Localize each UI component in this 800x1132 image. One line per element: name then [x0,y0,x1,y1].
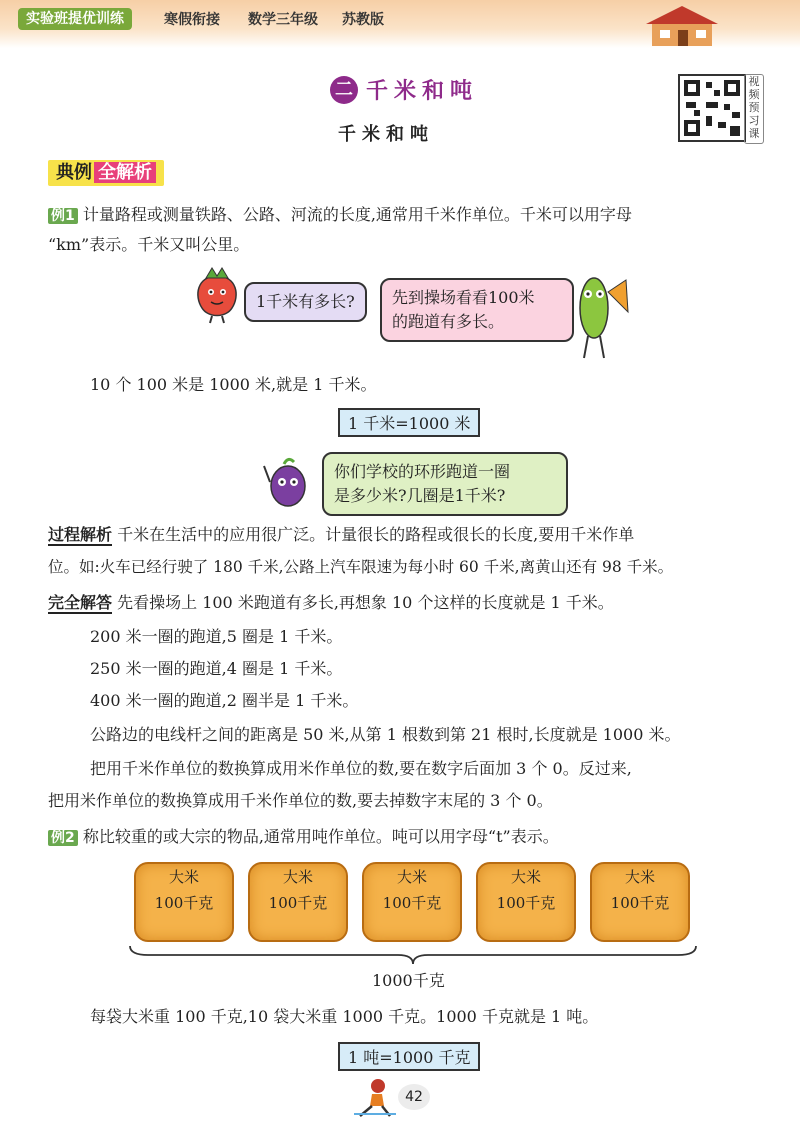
rice-bag: 大米 100千克 [134,862,234,942]
brace-icon [128,944,698,966]
solution-line2: 200 米一圈的跑道,5 圈是 1 千米。 [90,627,343,646]
analysis-line1: 过程解析 千米在生活中的应用很广泛。计量很长的路程或很长的长度,要用千米作单 [48,525,635,544]
pickle-character-icon [568,272,632,362]
rice-bag: 大米 100千克 [476,862,576,942]
speech-bubble-think: 你们学校的环形跑道一圈 是多少米?几圈是1千米? [322,452,568,516]
solution-line7: 把用米作单位的数换算成用千米作单位的数,要去掉数字末尾的 3 个 0。 [48,791,553,810]
bags-total: 1000千克 [372,971,445,990]
page-number: 42 [398,1084,430,1110]
solution-line1: 完全解答 先看操场上 100 米跑道有多长,再想象 10 个这样的长度就是 1 千米。 [48,593,614,612]
speech-bubble-answer: 先到操场看看100米 的跑道有多长。 [380,278,574,342]
example2-line1: 例2 称比较重的或大宗的物品,通常用吨作单位。吨可以用字母“t”表示。 [48,826,559,849]
brand-title: 实验班提优训练 [18,8,132,30]
section-title: 千米和吨 [338,124,434,145]
analysis-label: 过程解析 [48,525,113,544]
example1-statement: 10 个 100 米是 1000 米,就是 1 千米。 [90,375,377,394]
formula-km: 1 千米=1000 米 [338,408,480,437]
rice-bag: 大米 100千克 [248,862,348,942]
solution-line5: 公路边的电线杆之间的距离是 50 米,从第 1 根数到第 21 根时,长度就是 1000 米。 [90,725,681,744]
strawberry-character-icon [192,266,242,324]
qr-code-icon[interactable] [678,74,746,142]
chapter-title: 千米和吨 [366,79,479,104]
rice-bag: 大米 100千克 [590,862,690,942]
qr-label: 视 频 预 习 课 [744,74,764,144]
solution-line3: 250 米一圈的跑道,4 圈是 1 千米。 [90,659,343,678]
example2-statement: 每袋大米重 100 千克,10 袋大米重 1000 千克。1000 千克就是 1 吨。 [90,1007,599,1026]
header-subtitle: 寒假衔接 [164,12,220,28]
example-section-header: 典例 全解析 [48,160,164,186]
header-subject: 数学三年级 [248,12,318,28]
speech-bubble-question: 1千米有多长? [244,282,367,322]
header-edition: 苏教版 [342,12,384,28]
formula-ton: 1 吨=1000 千克 [338,1042,480,1071]
solution-label: 完全解答 [48,593,113,612]
example1-line2: “km”表示。千米又叫公里。 [48,235,250,254]
house-icon [642,4,722,46]
rice-bag: 大米 100千克 [362,862,462,942]
solution-line6: 把用千米作单位的数换算成用米作单位的数,要在数字后面加 3 个 0。反过来, [90,759,632,778]
chapter-number: 二 [330,76,358,104]
solution-line4: 400 米一圈的跑道,2 圈半是 1 千米。 [90,691,359,710]
example1-tag: 例1 [48,208,78,224]
analysis-line2: 位。如:火车已经行驶了 180 千米,公路上汽车限速为每小时 60 千米,离黄山还有 98 千米。 [48,558,674,576]
grape-character-icon [262,452,312,512]
example2-tag: 例2 [48,830,78,846]
running-child-icon [350,1078,398,1118]
example1-line1: 例1 计量路程或测量铁路、公路、河流的长度,通常用千米作单位。千米可以用字母 [48,204,632,227]
